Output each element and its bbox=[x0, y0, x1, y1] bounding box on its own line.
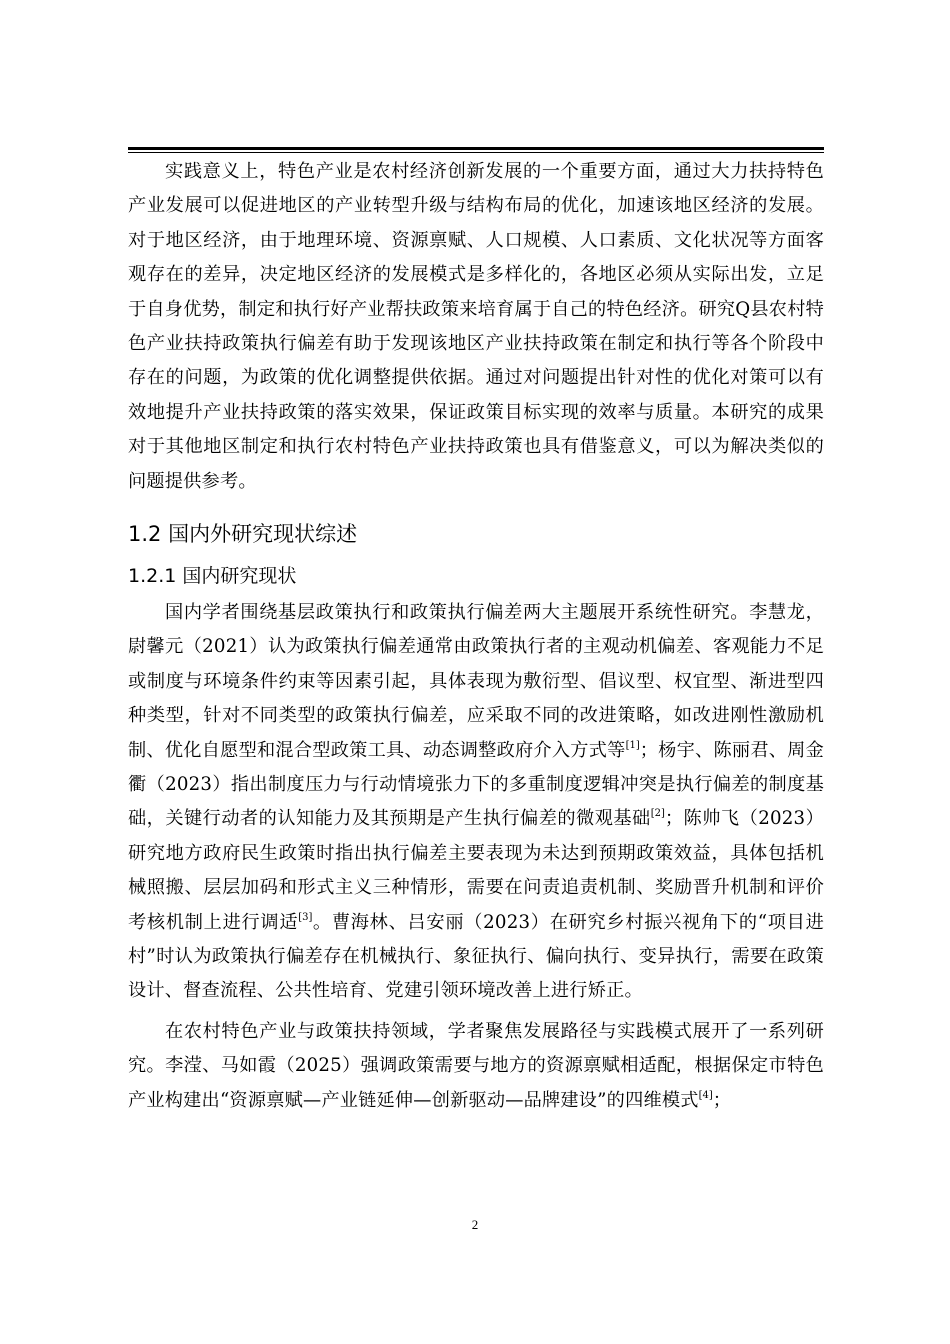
special-industry-paragraph bbox=[128, 1015, 824, 1118]
paragraph-text: ； bbox=[712, 1089, 732, 1111]
paragraph-text: 在农村特色产业与政策扶持领域，学者聚焦发展路径与实践模式展开了一系列研究。李滢、马如霞（2025）强调政策需要与地方的资源禀赋相适配，根据保定市特色产业构建出“资源禀赋—产业链延伸—创新驱动—品牌建设”的四维模式 bbox=[128, 1020, 824, 1111]
subsection-heading: 1.2.1 国内研究现状 bbox=[128, 565, 297, 587]
paragraph-text: ；陈帅飞（2023）研究地方政府民生政策时指出执行偏差主要表现为未达到预期政策效益，具体包括机械照搬、层层加码和形式主义三种情形，需要在问责追责机制、奖励晋升机制和评价考核机制上进行调适 bbox=[128, 808, 824, 933]
page-number: 2 bbox=[471, 1217, 479, 1232]
practical-significance-paragraph: 实践意义上，特色产业是农村经济创新发展的一个重要方面，通过大力扶持特色产业发展可以促进地区的产业转型升级与结构布局的优化，加速该地区经济的发展。对于地区经济，由于地理环境、资源禀赋、人口规模、人口素质、文化状况等方面客观存在的差异，决定地区经济的发展模式是多样化的，各地区必须从实际出发，立足于自身优势，制定和执行好产业帮扶政策来培育属于自己的特色经济。研究Q县农村特色产业扶持政策执行偏差有助于发现该地区产业扶持政策在制定和执行等各个阶段中存在的问题，为政策的优化调整提供依据。通过对问题提出针对性的优化对策可以有效地提升产业扶持政策的落实效果，保证政策目标实现的效率与质量。本研究的成果对于其他地区制定和执行农村特色产业扶持政策也具有借鉴意义，可以为解决类似的问题提供参考。 bbox=[128, 161, 824, 492]
citation-2: [2] bbox=[650, 808, 665, 820]
literature-review-block bbox=[128, 596, 824, 1118]
paragraph-text: 国内学者围绕基层政策执行和政策执行偏差两大主题展开系统性研究。李慧龙，尉馨元（2021）认为政策执行偏差通常由政策执行者的主观动机偏差、客观能力不足或制度与环境条件约束等因素引起，具体表现为敷衍型、倡议型、权宜型、渐进型四种类型，针对不同类型的政策执行偏差，应采取不同的改进策略，如改进刚性激励机制、优化自愿型和混合型政策工具、动态调整政府介入方式等 bbox=[128, 602, 824, 761]
citation-3: [3] bbox=[298, 911, 313, 923]
header-rule-thick bbox=[128, 147, 824, 150]
intro-block bbox=[128, 155, 824, 499]
citation-1: [1] bbox=[625, 739, 640, 751]
paragraph-text: 。曹海林、吕安丽（2023）在研究乡村振兴视角下的“项目进村”时认为政策执行偏差存在机械执行、象征执行、偏向执行、变异执行，需要在政策设计、督查流程、公共性培育、党建引领环境改善上进行矫正。 bbox=[128, 911, 824, 1002]
citation-4: [4] bbox=[698, 1089, 713, 1101]
section-heading: 1.2 国内外研究现状综述 bbox=[128, 522, 358, 546]
paragraph-text: ；杨宇、陈丽君、周金衢（2023）指出制度压力与行动情境张力下的多重制度逻辑冲突是执行偏差的制度基础，关键行动者的认知能力及其预期是产生执行偏差的微观基础 bbox=[128, 739, 824, 830]
header-rule-thin bbox=[128, 152, 824, 153]
policy-deviation-paragraph bbox=[128, 596, 824, 1009]
